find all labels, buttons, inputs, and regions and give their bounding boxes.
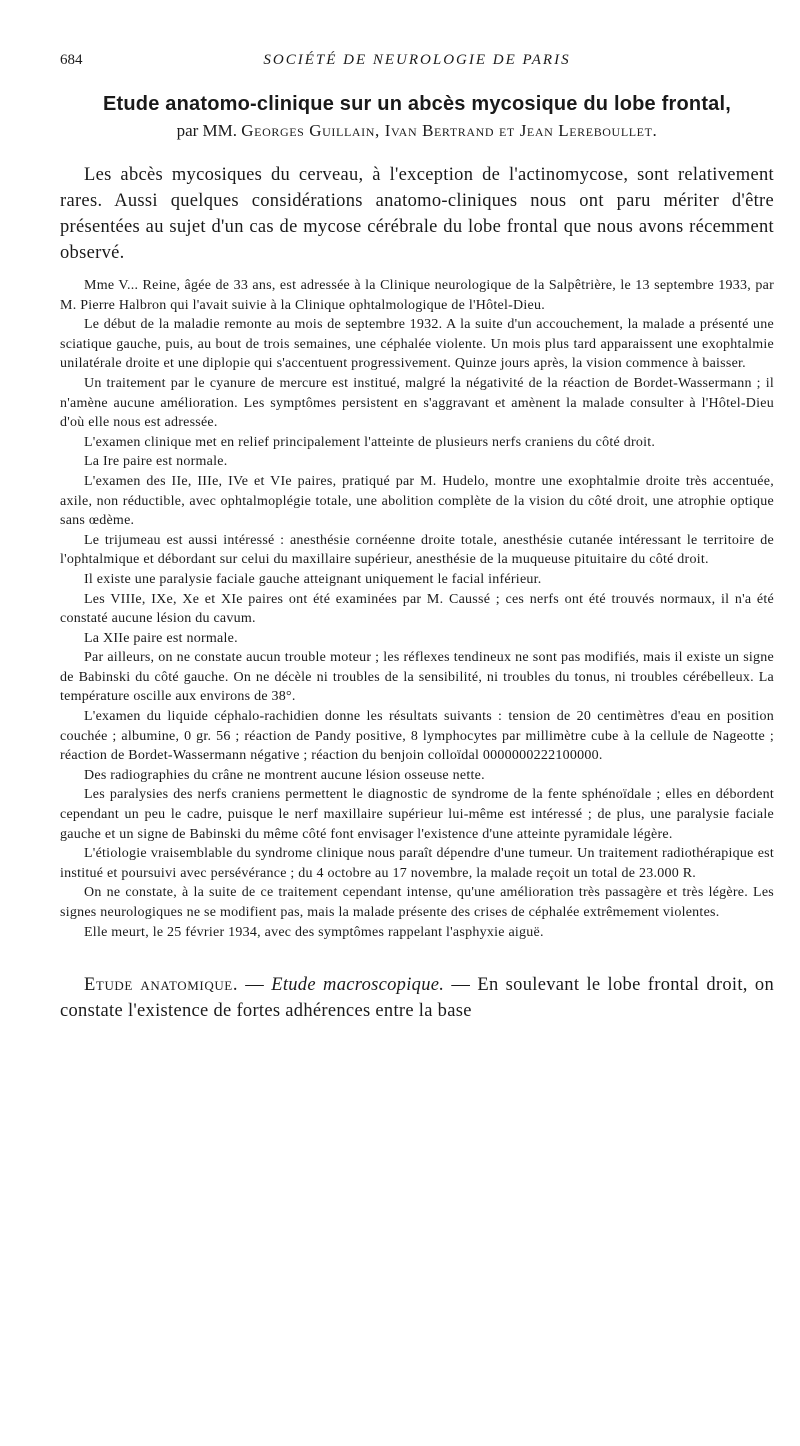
case-paragraph: Les paralysies des nerfs craniens permettent le diagnostic de syndrome de la fente sphénoïdale ; elles en débordent cependant un peu le cadre, puisque le nerf maxillaire supérieur lui-même est intéressé ; de plus, une paralysie faciale gauche et un signe de Babinski du même côté font envisager l'existence d'une atteinte pyramidale légère. [60, 787, 774, 842]
case-paragraph: Le début de la maladie remonte au mois de septembre 1932. A la suite d'un accouchement, la malade a présenté une sciatique gauche, puis, au bout de trois semaines, une céphalée violente. Un mois plus tard apparaissent une exophtalmie unilatérale droite et une diplopie qui s'accentuent progressivement. Quinze jours après, la vision commence à baisser. [60, 317, 774, 372]
anatomical-study-paragraph [60, 972, 774, 1024]
case-paragraph: L'examen du liquide céphalo-rachidien donne les résultats suivants : tension de 20 centimètres d'eau en position couchée ; albumine, 0 gr. 56 ; réaction de Pandy positive, 8 lymphocytes par millimètre cube à la cellule de Nageotte ; réaction de Bordet-Wassermann négative ; réaction du benjoin colloïdal 0000000222100000. [60, 709, 774, 764]
case-paragraph: Un traitement par le cyanure de mercure est institué, malgré la négativité de la réaction de Bordet-Wassermann ; il n'amène aucune amélioration. Les symptômes persistent en s'aggravant et amènent la malade consulter à l'Hôtel-Dieu d'où elle nous est adressée. [60, 375, 774, 431]
case-paragraph: Mme V... Reine, âgée de 33 ans, est adressée à la Clinique neurologique de la Salpêtrière, le 13 septembre 1933, par M. Pierre Halbron qui l'avait suivie à la Clinique ophtalmologique de l'Hôtel-Dieu. [60, 278, 774, 313]
case-paragraph: Il existe une paralysie faciale gauche atteignant uniquement le facial inférieur. [84, 571, 542, 587]
case-paragraph: L'étiologie vraisemblable du syndrome clinique nous paraît dépendre d'une tumeur. Un traitement radiothérapique est institué et poursuivi avec persévérance ; du 4 octobre au 17 novembre, la malade reçoit un total de 23.000 R. [60, 846, 774, 881]
page-number: 684 [60, 52, 83, 68]
article-title: Etude anatomo-clinique sur un abcès mycosique du lobe frontal, [102, 93, 732, 115]
case-paragraph: Le trijumeau est aussi intéressé : anesthésie cornéenne droite totale, anesthésie cutanée intéressant le territoire de l'ophtalmique et débordant sur celui du maxillaire supérieur, anesthésie de la muqueuse pituitaire du côté droit. [60, 532, 774, 568]
case-paragraph: L'examen clinique met en relief principalement l'atteinte de plusieurs nerfs craniens du côté droit. [84, 434, 656, 450]
heading-dash: — [238, 975, 272, 996]
intro-paragraph: Les abcès mycosiques du cerveau, à l'exception de l'actinomycose, sont relativement rares. Aussi quelques considérations anatomo-cliniques nous ont paru mériter d'être présentées au sujet d'un cas de mycose cérébrale du lobe frontal que nous avons récemment observé. [60, 165, 774, 263]
anatomical-study-heading: Etude anatomique. [84, 975, 239, 996]
case-paragraph: L'examen des IIe, IIIe, IVe et VIe paires, pratiqué par M. Hudelo, montre une exophtalmie droite très accentuée, axile, non réductible, avec ophtalmoplégie totale, une abolition complète de la vision du côté droit, une atrophie optique sans œdème. [60, 473, 774, 529]
case-paragraph: Les VIIIe, IXe, Xe et XIe paires ont été examinées par M. Caussé ; ces nerfs ont été trouvés normaux, il n'a été constaté aucune lésion du cavum. [60, 591, 774, 627]
case-report [60, 276, 774, 942]
authors: Georges Guillain, Ivan Bertrand et Jean Lereboullet. [241, 121, 658, 140]
macroscopic-study-subheading: Etude macroscopique. [271, 975, 445, 996]
byline-prefix: par MM. [176, 121, 242, 140]
running-head [60, 52, 774, 74]
byline [60, 120, 774, 142]
case-paragraph: Des radiographies du crâne ne montrent aucune lésion osseuse nette. [84, 767, 485, 783]
case-paragraph: Par ailleurs, on ne constate aucun trouble moteur ; les réflexes tendineux ne sont pas modifiés, mais il existe un signe de Babinski du côté gauche. On ne décèle ni troubles de la sensibilité, ni troubles du tonus, ni troubles cérébelleux. La température oscille aux environs de 38°. [60, 650, 774, 705]
case-paragraph: La Ire paire est normale. [84, 454, 228, 470]
case-paragraph: Elle meurt, le 25 février 1934, avec des symptômes rappelant l'asphyxie aiguë. [84, 924, 544, 940]
journal-title: SOCIÉTÉ DE NEUROLOGIE DE PARIS [263, 52, 571, 68]
case-paragraph: La XIIe paire est normale. [84, 630, 238, 646]
case-paragraph: On ne constate, à la suite de ce traitement cependant intense, qu'une amélioration très passagère et très légère. Les signes neurologiques ne se modifient pas, mais la malade présente des crises de céphalée extrêmement violentes. [60, 885, 774, 920]
article-header [60, 92, 774, 142]
anatomical-study-text: — En soulevant le lobe frontal droit, on constate l'existence de fortes adhérences entre la base [60, 975, 774, 1022]
